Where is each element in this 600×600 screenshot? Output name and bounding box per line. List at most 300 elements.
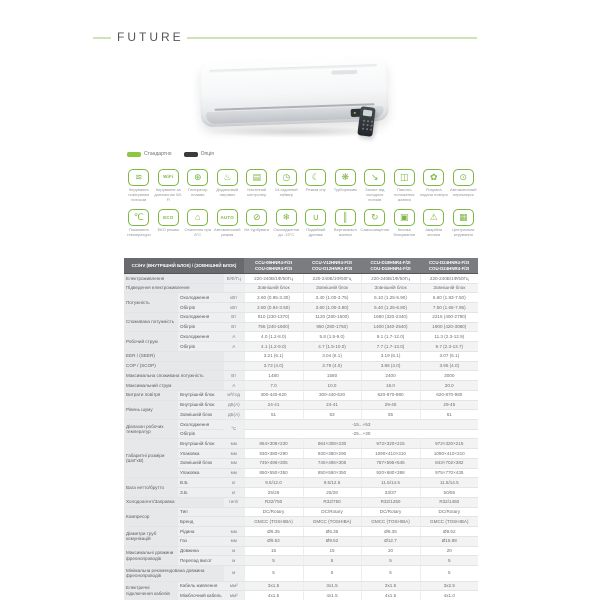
table-header-left: CC/HV (ВНУТРІШНІЙ БЛОК) / (ЗОВНІШНІЙ БЛОК) bbox=[124, 258, 244, 274]
spec-sub: Обігрів bbox=[178, 342, 224, 352]
spec-unit: дБ(А) bbox=[224, 400, 244, 410]
spec-group: Діапазон робочих температур bbox=[124, 420, 178, 439]
spec-group: Вага нетто/брутто bbox=[124, 478, 178, 497]
spec-value: Ø12.7 bbox=[361, 536, 420, 546]
spec-sub: Обігрів bbox=[178, 303, 224, 313]
spec-unit: м bbox=[224, 556, 244, 566]
spec-unit: Вт bbox=[224, 312, 244, 322]
table-row bbox=[124, 536, 478, 546]
spec-sub: Бренд bbox=[178, 517, 224, 527]
table-row bbox=[124, 390, 478, 400]
louver-memory-icon: ◫ bbox=[394, 169, 415, 186]
spec-value: 9.5/12.0 bbox=[244, 478, 303, 488]
spec-unit: А bbox=[224, 381, 244, 391]
feature-label: Настінний контролер bbox=[247, 187, 267, 197]
header-rule-left bbox=[93, 37, 111, 39]
spec-sub: Упаковка bbox=[178, 468, 224, 478]
table-row bbox=[124, 507, 478, 517]
feature-label: Центральне керування bbox=[451, 227, 475, 238]
table-row bbox=[124, 283, 478, 293]
spec-value: 745×496×305 bbox=[303, 458, 361, 468]
model-name: COU-09HNR4-F/2I bbox=[254, 265, 293, 271]
cold-draft-protection-icon: ↘ bbox=[364, 169, 385, 186]
legend-item-standard bbox=[127, 151, 172, 157]
spec-value-merged: -25...+30 bbox=[244, 429, 478, 439]
table-row bbox=[124, 488, 478, 498]
spec-unit bbox=[224, 517, 244, 527]
spec-value: GMCC (TOSHIBA) bbox=[303, 517, 361, 527]
feature-label: Керування за допомогою Wi-Fi bbox=[154, 187, 183, 202]
model-name: COU-D12HNR4-F/2I bbox=[311, 265, 353, 271]
spec-value: 1580 bbox=[303, 371, 361, 381]
spec-value: R32/1250 bbox=[361, 497, 420, 507]
spec-unit: м bbox=[224, 566, 244, 581]
spec-table bbox=[124, 258, 478, 600]
spec-value: 810 (230-1370) bbox=[244, 312, 303, 322]
spec-value: 55 bbox=[361, 410, 420, 420]
airflow-control-icon: ≋ bbox=[128, 169, 149, 186]
spec-value: 2.80 (0.94-3.50) bbox=[244, 303, 303, 313]
spec-value: R32/1450 bbox=[420, 497, 478, 507]
spec-value: 3.19 (6.1) bbox=[361, 351, 420, 361]
remote-buttons bbox=[363, 120, 365, 122]
lock-button-icon: ▣ bbox=[394, 209, 415, 226]
spec-value: 1090×410×310 bbox=[420, 449, 478, 459]
spec-value: 11.3 (2.3-12.9) bbox=[420, 332, 478, 342]
spec-unit: Вт bbox=[224, 322, 244, 332]
spec-value: 3x1.5 bbox=[303, 581, 361, 591]
spec-group: Діаметри труб комунікацій bbox=[124, 527, 178, 546]
table-row bbox=[124, 400, 478, 410]
model-column-header bbox=[361, 258, 420, 274]
feature-heating-8c bbox=[183, 209, 213, 238]
spec-table-wrap bbox=[124, 258, 478, 600]
table-row bbox=[124, 546, 478, 556]
spec-value: 2215 (400-2790) bbox=[420, 312, 478, 322]
feature-label: Автоматичний перезапуск bbox=[450, 187, 477, 197]
feature-label: Розумна подача повітря bbox=[419, 187, 448, 197]
spec-unit bbox=[224, 361, 244, 371]
spec-sub: Зовнішній блок bbox=[178, 410, 224, 420]
feature-timer-24h bbox=[272, 169, 302, 202]
feature-label: Аварійна кнопка bbox=[425, 227, 443, 238]
feature-additional-heating bbox=[213, 169, 243, 202]
spec-value: Ø15.88 bbox=[420, 536, 478, 546]
spec-unit: А bbox=[224, 342, 244, 352]
spec-sub: Охолодження bbox=[178, 420, 224, 430]
spec-unit: °С bbox=[224, 420, 244, 439]
spec-sub: Внутрішній блок bbox=[178, 439, 224, 449]
feature-label: Режим сну bbox=[305, 187, 326, 192]
spec-value: 787×595×545 bbox=[361, 458, 420, 468]
feature-eco-mode bbox=[154, 209, 184, 238]
feature-label: Подвійний дренаж bbox=[306, 227, 326, 238]
spec-unit: дБ(А) bbox=[224, 410, 244, 420]
feature-label: Самоочищення bbox=[360, 227, 390, 233]
spec-sub: Кабель живлення bbox=[178, 581, 224, 591]
central-control-icon: ▦ bbox=[453, 209, 474, 226]
spec-value: 2400 bbox=[361, 371, 420, 381]
spec-unit bbox=[224, 351, 244, 361]
spec-value-merged: -15...+53 bbox=[244, 420, 478, 430]
feature-wifi-control bbox=[154, 169, 184, 202]
table-row bbox=[124, 591, 478, 600]
spec-value: 745×496×305 bbox=[244, 458, 303, 468]
table-row bbox=[124, 303, 478, 313]
spec-value: 5 bbox=[303, 566, 361, 581]
spec-value: 950 (280-1750) bbox=[303, 322, 361, 332]
spec-value: 220-240В/1Ф/50Гц bbox=[244, 274, 303, 284]
feature-label: Вертикальні жалюзі bbox=[333, 227, 357, 238]
model-name: COU-D18HNR4-F/2I bbox=[370, 265, 411, 271]
spec-unit: м³/год bbox=[224, 390, 244, 400]
table-row bbox=[124, 556, 478, 566]
spec-unit: А bbox=[224, 332, 244, 342]
feature-do-not-disturb bbox=[242, 209, 272, 238]
spec-unit: Вт bbox=[224, 371, 244, 381]
spec-value: R32/750 bbox=[244, 497, 303, 507]
feature-cold-draft-protection bbox=[360, 169, 390, 202]
spec-sub: В.Б. bbox=[178, 478, 224, 488]
legend-item-option bbox=[184, 151, 214, 157]
spec-unit: В/Ф/Гц bbox=[224, 274, 244, 284]
spec-value: 1680 (320-2340) bbox=[361, 312, 420, 322]
spec-value: 843×702×382 bbox=[420, 458, 478, 468]
feature-temperature-display bbox=[124, 209, 154, 238]
spec-sub: Внутрішній блок bbox=[178, 400, 224, 410]
spec-sub: З.Б. bbox=[178, 488, 224, 498]
spec-unit: кг bbox=[224, 488, 244, 498]
table-row bbox=[124, 527, 478, 537]
spec-sub: Охолодження bbox=[178, 312, 224, 322]
spec-value: DC/Rotary bbox=[361, 507, 420, 517]
feature-emergency-button bbox=[419, 209, 449, 238]
model-column-header bbox=[303, 258, 361, 274]
heating-8c-icon: ⌂ bbox=[187, 209, 208, 226]
table-row bbox=[124, 351, 478, 361]
spec-value: GMCC (TOSHIBA) bbox=[420, 517, 478, 527]
model-name: CCU-09HNR4-F/2I bbox=[255, 260, 292, 265]
spec-value: Зовнішній блок bbox=[244, 283, 303, 293]
spec-value: 20 bbox=[361, 546, 420, 556]
feature-label: Показання температури bbox=[126, 227, 151, 238]
feature-turbo-mode bbox=[331, 169, 361, 202]
spec-group: Електроживлення bbox=[124, 274, 224, 284]
spec-value: 3.86 (4.0) bbox=[361, 361, 420, 371]
spec-group: Витрати повітря bbox=[124, 390, 178, 400]
spec-value: 9.1 (1.7-12.0) bbox=[361, 332, 420, 342]
spec-value: Зовнішній блок bbox=[303, 283, 361, 293]
spec-value: 61 bbox=[420, 410, 478, 420]
table-row bbox=[124, 293, 478, 303]
sleep-mode-icon: ☾ bbox=[305, 169, 326, 186]
spec-sub: Обігрів bbox=[178, 322, 224, 332]
spec-value: 5.8 (1.5-9.0) bbox=[303, 332, 361, 342]
spec-unit bbox=[224, 507, 244, 517]
spec-value: 975×770×435 bbox=[420, 468, 478, 478]
feature-label: 24-годинний таймер bbox=[274, 187, 298, 197]
table-row bbox=[124, 429, 478, 439]
spec-value: 3x1.5 bbox=[361, 581, 420, 591]
feature-wall-controller bbox=[242, 169, 272, 202]
spec-unit: кВт bbox=[224, 303, 244, 313]
spec-value: 20.0 bbox=[420, 381, 478, 391]
spec-value: 5 bbox=[361, 566, 420, 581]
spec-value: 3.79 (4.0) bbox=[303, 361, 361, 371]
turbo-mode-icon: ❋ bbox=[335, 169, 356, 186]
spec-sub: Обігрів bbox=[178, 429, 224, 439]
feature-airflow-control bbox=[124, 169, 154, 202]
additional-heating-icon: ♨ bbox=[217, 169, 238, 186]
spec-value: 29-45 bbox=[420, 400, 478, 410]
table-row bbox=[124, 332, 478, 342]
table-row bbox=[124, 322, 478, 332]
spec-value: 3.73 (4.0) bbox=[244, 361, 303, 371]
spec-value: 220-240В/1Ф/50Гц bbox=[420, 274, 478, 284]
table-row bbox=[124, 517, 478, 527]
feature-label: Охолодження до -15°С bbox=[273, 227, 299, 238]
self-cleaning-icon: ↻ bbox=[364, 209, 385, 226]
spec-unit: мм bbox=[224, 527, 244, 537]
spec-unit: мм² bbox=[224, 581, 244, 591]
wifi-control-icon: WiFi bbox=[158, 169, 179, 186]
spec-unit: кВт bbox=[224, 293, 244, 303]
feature-self-cleaning bbox=[360, 209, 390, 238]
feature-label: Пам'ять положення жалюзі bbox=[394, 187, 415, 202]
spec-value: 850×550×350 bbox=[244, 468, 303, 478]
vertical-louvers-icon: ║ bbox=[335, 209, 356, 226]
spec-value: Ø9.52 bbox=[420, 527, 478, 537]
spec-group: Підведення електроживлення bbox=[124, 283, 224, 293]
spec-unit: мм bbox=[224, 536, 244, 546]
table-row bbox=[124, 361, 478, 371]
table-row bbox=[124, 478, 478, 488]
feature-vertical-louvers bbox=[331, 209, 361, 238]
spec-value: Ø6.35 bbox=[361, 527, 420, 537]
spec-sub: Міжблочний кабель bbox=[178, 591, 224, 600]
spec-value: 850×550×350 bbox=[303, 468, 361, 478]
spec-value: 4.1 (1.2-9.0) bbox=[244, 342, 303, 352]
feature-sleep-mode bbox=[301, 169, 331, 202]
feature-auto-mode bbox=[213, 209, 243, 238]
spec-value: 1120 (280-1500) bbox=[303, 312, 361, 322]
feature-label: Не турбувати bbox=[244, 227, 270, 233]
spec-unit: мм bbox=[224, 458, 244, 468]
spec-sub: Внутрішній блок bbox=[178, 390, 224, 400]
spec-value: 3x2.5 bbox=[420, 581, 478, 591]
spec-group: Електричні підключення кабелів bbox=[124, 581, 178, 600]
spec-value: 29-45 bbox=[361, 400, 420, 410]
spec-group: Габаритні розміри (ШхГхВ) bbox=[124, 439, 178, 478]
do-not-disturb-icon: ⊘ bbox=[246, 209, 267, 226]
spec-unit: мм bbox=[224, 439, 244, 449]
spec-value: 11.5/14.5 bbox=[420, 478, 478, 488]
spec-value: 5.10 (1.25-5.90) bbox=[361, 293, 420, 303]
spec-value: 4x1.5 bbox=[361, 591, 420, 600]
model-column-header bbox=[420, 258, 478, 274]
spec-value: 4x1.5 bbox=[303, 591, 361, 600]
spec-group: Максимальні довжини фреонопроводів bbox=[124, 546, 178, 565]
feature-auto-restart bbox=[449, 169, 479, 202]
emergency-button-icon: ⚠ bbox=[423, 209, 444, 226]
spec-value: 3.21 (6.1) bbox=[244, 351, 303, 361]
spec-value: GMCC (TOSHIBA) bbox=[361, 517, 420, 527]
spec-sub: Перепад висот bbox=[178, 556, 224, 566]
plasma-generator-icon: ⊕ bbox=[187, 169, 208, 186]
double-drainage-icon: ∪ bbox=[305, 209, 326, 226]
table-row bbox=[124, 468, 478, 478]
spec-group: Споживана потужність bbox=[124, 312, 178, 331]
spec-value: GMCC (TOSHIBA) bbox=[244, 517, 303, 527]
spec-value: 9.5/12.5 bbox=[303, 478, 361, 488]
spec-value: 4.0 (1.2-8.0) bbox=[244, 332, 303, 342]
table-row bbox=[124, 458, 478, 468]
spec-value: DC/Rotary bbox=[420, 507, 478, 517]
auto-restart-icon: ⊙ bbox=[453, 169, 474, 186]
feature-icons-grid bbox=[124, 169, 478, 238]
spec-value: 24-41 bbox=[244, 400, 303, 410]
wall-controller-icon: ▤ bbox=[246, 169, 267, 186]
header-rule-right bbox=[187, 37, 477, 39]
spec-value: 51 bbox=[244, 410, 303, 420]
spec-group: Максимальна споживана потужність bbox=[124, 371, 224, 381]
model-name: CCU-V12HNR4-F/2I bbox=[312, 260, 352, 265]
spec-value: Зовнішній блок bbox=[420, 283, 478, 293]
spec-value: 3.04 (6.1) bbox=[303, 351, 361, 361]
spec-value: 3.40 (1.00-3.75) bbox=[303, 293, 361, 303]
spec-value: 4x1.5 bbox=[244, 591, 303, 600]
feature-central-control bbox=[449, 209, 479, 238]
spec-value: 5 bbox=[361, 556, 420, 566]
spec-group: Мінімальна рекомендована довжина фреонопроводів bbox=[124, 566, 224, 581]
spec-value: 220-240В/1Ф/50Гц bbox=[361, 274, 420, 284]
spec-value: 5 bbox=[420, 556, 478, 566]
spec-value: 864×308×230 bbox=[303, 439, 361, 449]
spec-value: 1900 (420-3080) bbox=[420, 322, 478, 332]
spec-group: EER / (SEER) bbox=[124, 351, 224, 361]
legend-label: Стандартно bbox=[144, 151, 172, 157]
fresh-air-icon: ✿ bbox=[423, 169, 444, 186]
eco-mode-icon: ECO bbox=[158, 209, 179, 226]
spec-unit: мм² bbox=[224, 591, 244, 600]
spec-value: 300-440-620 bbox=[244, 390, 303, 400]
table-row bbox=[124, 497, 478, 507]
low-temp-cooling-icon: ❄ bbox=[276, 209, 297, 226]
spec-value: 15 bbox=[303, 546, 361, 556]
spec-value: 864×308×230 bbox=[244, 439, 303, 449]
spec-value: 620-870-980 bbox=[420, 390, 478, 400]
spec-value: 930×380×290 bbox=[244, 449, 303, 459]
feature-label: Додатковий нагрівач bbox=[216, 187, 239, 197]
table-row bbox=[124, 449, 478, 459]
spec-value: Ø6.35 bbox=[303, 527, 361, 537]
feature-label: Опалення при 8°С bbox=[184, 227, 211, 238]
model-name: CCU-D18HNR4-F/2I bbox=[370, 260, 411, 265]
standard-swatch bbox=[127, 152, 141, 157]
spec-group: Максимальний струм bbox=[124, 381, 224, 391]
spec-value: 5 bbox=[244, 556, 303, 566]
spec-group: Потужність bbox=[124, 293, 178, 312]
spec-value: 7.0 bbox=[244, 381, 303, 391]
spec-sub: Охолодження bbox=[178, 293, 224, 303]
spec-sub: Тип bbox=[178, 507, 224, 517]
model-name: CCU-D24HNR4-F/2I bbox=[429, 260, 470, 265]
table-row bbox=[124, 274, 478, 284]
temperature-display-icon: ℃ bbox=[128, 209, 149, 226]
spec-value: 3000 bbox=[420, 371, 478, 381]
spec-unit: мм bbox=[224, 449, 244, 459]
spec-group: Рівень шуму bbox=[124, 400, 178, 419]
feature-louver-memory bbox=[390, 169, 420, 202]
spec-value: Зовнішній блок bbox=[361, 283, 420, 293]
spec-value: 3.95 (4.0) bbox=[420, 361, 478, 371]
auto-mode-icon: AUTO bbox=[217, 209, 238, 226]
spec-value: 220-240В/1Ф/50Гц bbox=[303, 274, 361, 284]
spec-group: COP / (SCOP) bbox=[124, 361, 224, 371]
spec-value: 3.60 (1.00-3.80) bbox=[303, 303, 361, 313]
spec-group: Робочий струм bbox=[124, 332, 178, 351]
spec-value: 16.0 bbox=[361, 381, 420, 391]
spec-value: Ø6.35 bbox=[244, 527, 303, 537]
feature-low-temp-cooling bbox=[272, 209, 302, 238]
spec-value: Ø9.52 bbox=[244, 536, 303, 546]
spec-value: 972×320×215 bbox=[361, 439, 420, 449]
feature-label: ЕКО режим bbox=[157, 227, 179, 233]
feature-label: Кнопка блокування bbox=[393, 227, 415, 238]
table-row bbox=[124, 420, 478, 430]
feature-label: Захист від холодних потоків bbox=[365, 187, 385, 202]
spec-value: 9.7 (2.3-13.7) bbox=[420, 342, 478, 352]
spec-value: 7.50 (1.65-7.95) bbox=[420, 303, 478, 313]
spec-value: 300-440-620 bbox=[303, 390, 361, 400]
spec-value: 755 (240-1600) bbox=[244, 322, 303, 332]
feature-fresh-air bbox=[419, 169, 449, 202]
spec-sub: Газ bbox=[178, 536, 224, 546]
spec-value: 50/55 bbox=[420, 488, 478, 498]
spec-value: 15 bbox=[244, 546, 303, 556]
legend-label: Опція bbox=[200, 151, 214, 157]
spec-value: 5.40 (1.25-6.80) bbox=[361, 303, 420, 313]
table-row bbox=[124, 371, 478, 381]
feature-label: Генератор плазми bbox=[188, 187, 208, 197]
spec-value: 25/28 bbox=[244, 488, 303, 498]
spec-sub: Упаковка bbox=[178, 449, 224, 459]
spec-unit: тип/г bbox=[224, 497, 244, 507]
table-row bbox=[124, 566, 478, 581]
table-row bbox=[124, 381, 478, 391]
feature-label: Автоматичний режим bbox=[214, 227, 241, 238]
spec-group: Компресор bbox=[124, 507, 178, 526]
spec-value: DC/Rotary bbox=[244, 507, 303, 517]
spec-value: 5 bbox=[303, 556, 361, 566]
spec-value: 4x1.0 bbox=[420, 591, 478, 600]
spec-value: 3.07 (6.1) bbox=[420, 351, 478, 361]
spec-value: 3x1.5 bbox=[244, 581, 303, 591]
spec-value: 620-870-980 bbox=[361, 390, 420, 400]
spec-group: Холодоагент/Заправка bbox=[124, 497, 224, 507]
legend bbox=[127, 151, 214, 157]
spec-value: 5 bbox=[244, 566, 303, 581]
spec-sub: Охолодження bbox=[178, 332, 224, 342]
spec-value: 972×320×215 bbox=[420, 439, 478, 449]
spec-value: 930×380×290 bbox=[303, 449, 361, 459]
spec-value: DC/Rotary bbox=[303, 507, 361, 517]
table-row bbox=[124, 439, 478, 449]
spec-value: 20 bbox=[420, 546, 478, 556]
spec-value: 6.60 (1.83-7.50) bbox=[420, 293, 478, 303]
spec-sub: Довжина bbox=[178, 546, 224, 556]
feature-plasma-generator bbox=[183, 169, 213, 202]
